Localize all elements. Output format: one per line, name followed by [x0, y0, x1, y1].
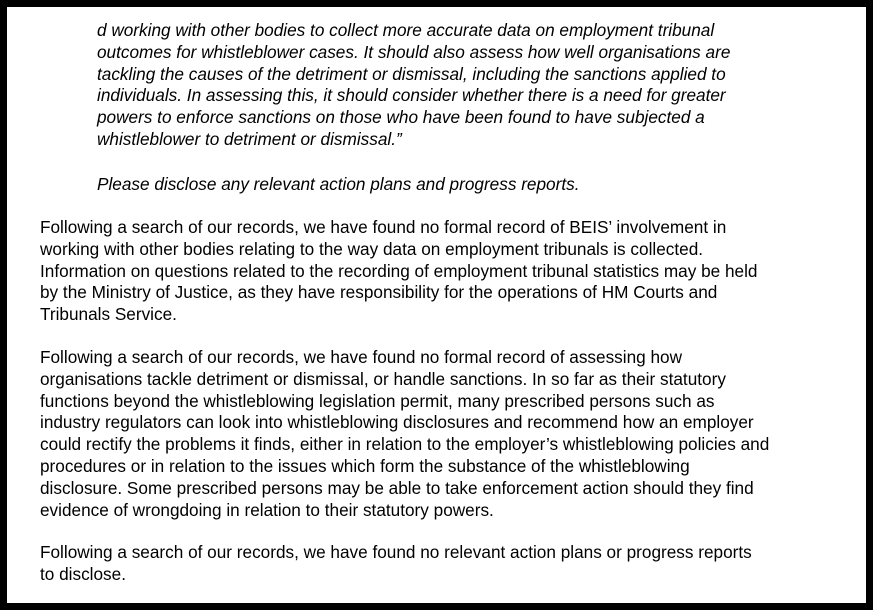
quote-line: outcomes for whistleblower cases. It should also assess how well organisations are — [97, 41, 731, 62]
paragraph-line: Tribunals Service. — [40, 304, 177, 325]
document-page — [7, 7, 866, 603]
paragraph-line: Information on questions related to the recording of employment tribunal statistics may be held — [40, 260, 758, 281]
paragraph-line: by the Ministry of Justice, as they have responsibility for the operations of HM Courts and — [40, 282, 718, 303]
quote-line: whistleblower to detriment or dismissal.” — [97, 128, 402, 149]
paragraph-line: organisations tackle detriment or dismissal, or handle sanctions. In so far as their statutory — [40, 368, 726, 389]
quoted-request-text — [97, 20, 730, 151]
response-paragraph-action-plans — [40, 542, 752, 586]
paragraph-line: disclosure. Some prescribed persons may be able to take enforcement action should they find — [40, 477, 754, 498]
paragraph-line: evidence of wrongdoing in relation to their statutory powers. — [40, 499, 494, 520]
paragraph-line: Following a search of our records, we have found no formal record of BEIS’ involvement in — [40, 217, 727, 237]
paragraph-line: functions beyond the whistleblowing legislation permit, many prescribed persons such as — [40, 390, 715, 411]
quote-line: individuals. In assessing this, it should consider whether there is a need for greater — [97, 85, 726, 106]
quote-line: powers to enforce sanctions on those who have been found to have subjected a — [97, 107, 705, 128]
paragraph-line: working with other bodies relating to the way data on employment tribunals is collected. — [40, 238, 704, 259]
paragraph-line: industry regulators can look into whistleblowing disclosures and recommend how an employer — [40, 412, 754, 433]
quote-line: tackling the causes of the detriment or dismissal, including the sanctions applied to — [97, 63, 726, 84]
paragraph-line: procedures or in relation to the issues which form the substance of the whistleblowing — [40, 455, 690, 476]
paragraph-line: to disclose. — [40, 563, 126, 584]
response-paragraph-tribunal-data — [40, 217, 758, 326]
disclosure-request-line: Please disclose any relevant action plans and progress reports. — [97, 174, 580, 194]
paragraph-line: Following a search of our records, we have found no relevant action plans or progress reports — [40, 542, 752, 562]
response-paragraph-sanctions — [40, 347, 769, 521]
quote-line: d working with other bodies to collect more accurate data on employment tribunal — [97, 20, 715, 40]
paragraph-line: Following a search of our records, we have found no formal record of assessing how — [40, 347, 682, 367]
paragraph-line: could rectify the problems it finds, either in relation to the employer’s whistleblowing policies and — [40, 434, 770, 455]
disclosure-request — [97, 174, 579, 196]
